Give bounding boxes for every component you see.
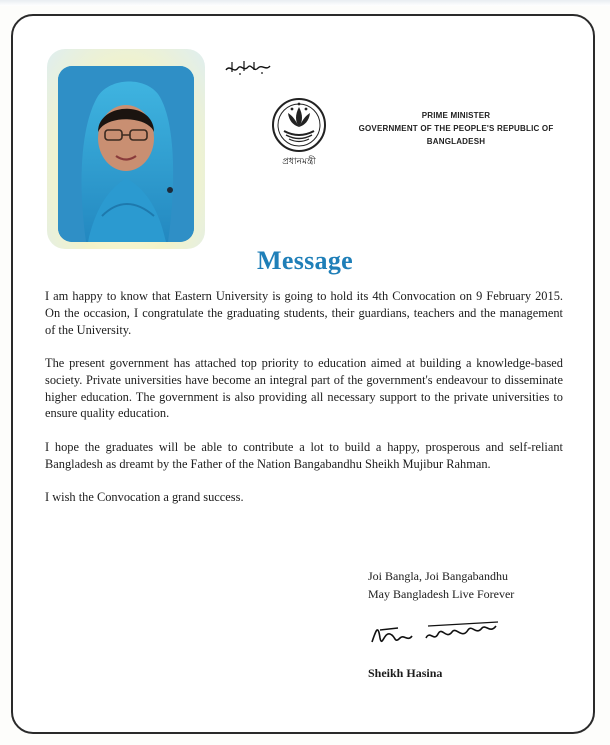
office-title: PRIME MINISTER: [421, 111, 491, 120]
message-paragraph: I am happy to know that Eastern University is going to hold its 4th Convocation on 9 February 2015. On the occasion, I congratulate the graduating students, their guardians, teachers and the management of the University.: [45, 289, 563, 337]
signer-name: Sheikh Hasina: [368, 666, 443, 680]
message-title: Message: [257, 246, 353, 275]
government-emblem-icon: [262, 95, 336, 169]
closing-line: Joi Bangla, Joi Bangabandhu: [368, 569, 508, 583]
closing-line: May Bangladesh Live Forever: [368, 587, 515, 601]
emblem-caption: প্রধানমন্ত্রী: [282, 157, 316, 167]
message-body: [45, 288, 563, 522]
office-government: GOVERNMENT OF THE PEOPLE'S REPUBLIC OF: [358, 124, 554, 133]
portrait-illustration: [58, 66, 194, 242]
message-paragraph: The present government has attached top priority to education aimed at building a knowledge-based society. Private universities have become an integral part of the government's endeavour to disseminate higher education. The government is also providing all necessary support to the private universities to ensure quality education.: [45, 355, 563, 421]
office-country: BANGLADESH: [426, 137, 486, 146]
bismillah-calligraphy: [224, 58, 272, 78]
message-paragraph: I hope the graduates will be able to contribute a lot to build a happy, prosperous and self-reliant Bangladesh as dreamt by the Father of the Nation Bangabandhu Sheikh Mujibur Rahman.: [45, 439, 563, 471]
top-band: [0, 0, 610, 6]
closing-block: [368, 567, 588, 603]
message-paragraph: I wish the Convocation a grand success.: [45, 489, 244, 504]
handwritten-signature: [368, 612, 528, 656]
portrait-photo: [58, 66, 194, 242]
office-heading: [338, 109, 574, 148]
